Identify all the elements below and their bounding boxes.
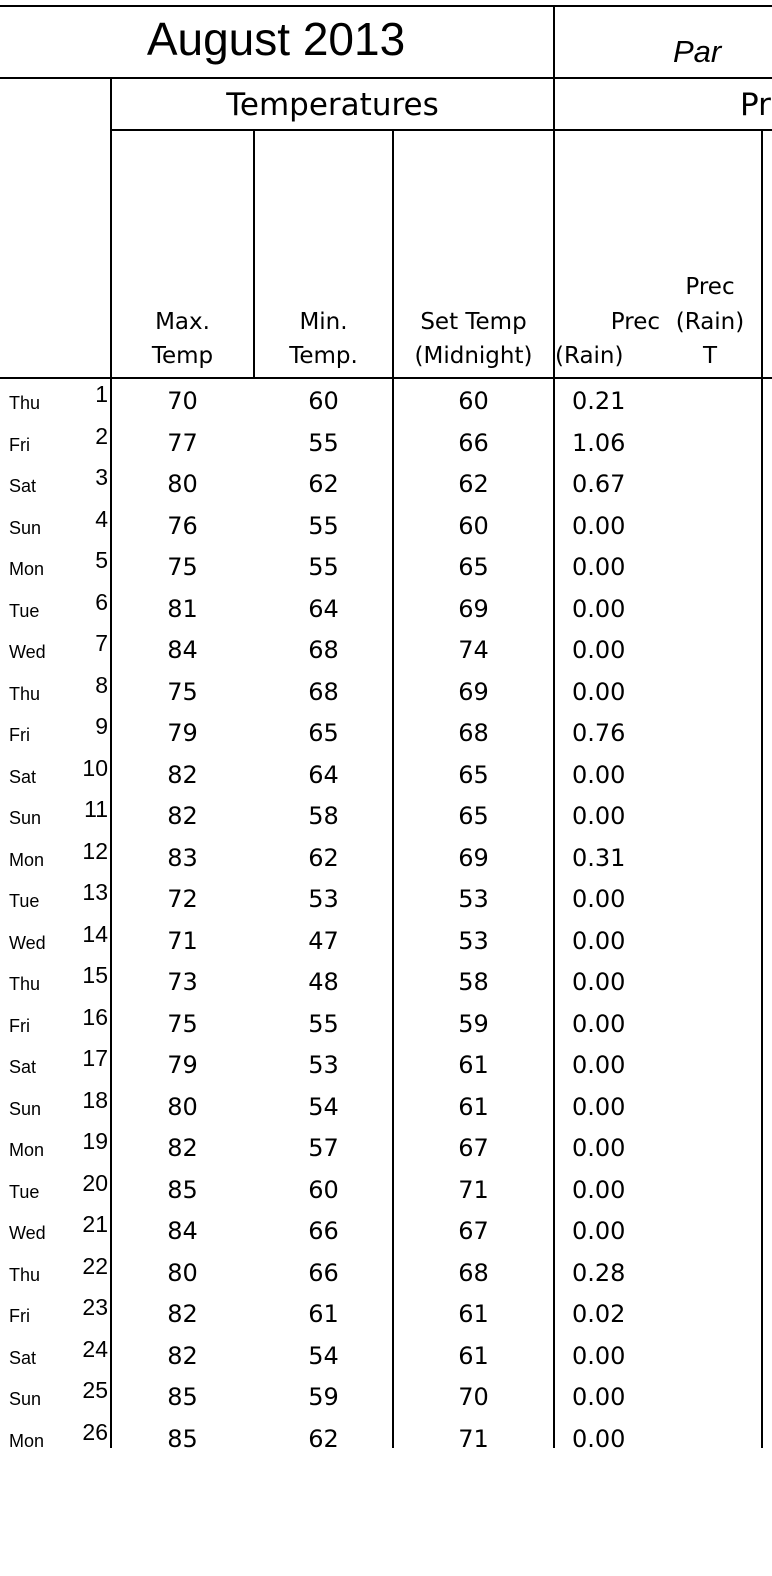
cell-set-temp: 60 [458, 387, 489, 415]
cell-day-number: 9 [95, 713, 108, 739]
table-row [0, 960, 772, 1002]
cell-min-temp: 55 [308, 553, 339, 581]
cell-weekday: Tue [9, 600, 40, 621]
cell-weekday: Sat [9, 476, 37, 496]
cell-day-number: 4 [95, 505, 108, 532]
cell-set-temp: 70 [458, 1383, 489, 1411]
cell-set-temp: 53 [458, 926, 489, 955]
table-row [0, 1126, 772, 1168]
cell-day-number: 1 [95, 381, 108, 407]
table-row [0, 587, 772, 629]
cell-max-temp: 85 [167, 1175, 198, 1204]
table-row [0, 1209, 772, 1251]
cell-min-temp: 58 [308, 802, 339, 830]
cell-day-number: 3 [95, 464, 108, 490]
cell-prec-rain: 0.67 [572, 470, 626, 498]
cell-min-temp: 47 [308, 926, 339, 955]
cell-max-temp: 75 [167, 677, 198, 706]
cell-min-temp: 66 [308, 1217, 339, 1245]
cell-day-number: 13 [82, 879, 108, 905]
col-header-max-temp-line1: Max. [155, 309, 210, 335]
col-header-min-temp-line2: Temp. [289, 343, 358, 369]
cell-weekday: Mon [9, 559, 45, 579]
table-row [0, 919, 772, 961]
cell-day-number: 18 [82, 1086, 108, 1113]
cell-set-temp: 68 [458, 719, 489, 747]
cell-day-number: 12 [82, 837, 108, 864]
cell-set-temp: 65 [458, 802, 489, 830]
cell-max-temp: 70 [167, 387, 198, 415]
cell-prec-rain: 0.31 [572, 843, 626, 872]
cell-prec-rain: 0.00 [572, 1134, 626, 1162]
cell-day-number: 16 [82, 1003, 108, 1030]
cell-weekday: Sun [9, 808, 42, 828]
cell-max-temp: 84 [167, 636, 198, 664]
cell-weekday: Thu [9, 1264, 41, 1285]
cell-day-number: 14 [82, 920, 108, 947]
cell-prec-rain: 0.00 [572, 553, 626, 581]
cell-weekday: Sun [9, 517, 42, 538]
cell-max-temp: 75 [167, 1009, 198, 1038]
cell-min-temp: 60 [308, 387, 339, 415]
cell-set-temp: 61 [458, 1341, 489, 1370]
table-row [0, 711, 772, 753]
table-row [0, 545, 772, 587]
cell-weekday: Wed [9, 642, 46, 662]
col-header-prec-rain-t-line3: T [702, 343, 718, 369]
cell-min-temp: 68 [308, 636, 339, 664]
cell-weekday: Mon [9, 1140, 45, 1160]
cell-prec-rain: 0.02 [572, 1300, 626, 1328]
table-row [0, 504, 772, 546]
cell-min-temp: 60 [308, 1175, 339, 1204]
cell-prec-rain: 0.00 [572, 968, 626, 996]
cell-day-number: 2 [95, 422, 108, 449]
cell-prec-rain: 0.00 [572, 677, 626, 706]
cell-set-temp: 69 [458, 843, 489, 872]
cell-weekday: Sun [9, 1389, 42, 1409]
cell-prec-rain: 0.00 [572, 594, 626, 623]
cell-set-temp: 68 [458, 1258, 489, 1287]
col-header-set-temp-line2: (Midnight) [414, 343, 533, 369]
cell-prec-rain: 0.00 [572, 1051, 626, 1079]
cell-prec-rain: 0.00 [572, 1092, 626, 1121]
cell-max-temp: 76 [167, 511, 198, 540]
page-title: August 2013 [146, 13, 406, 65]
col-header-prec-rain-line1: Prec [610, 309, 660, 335]
cell-set-temp: 58 [458, 968, 489, 996]
cell-min-temp: 57 [308, 1134, 339, 1162]
cell-set-temp: 61 [458, 1300, 489, 1328]
cell-set-temp: 61 [458, 1051, 489, 1079]
cell-prec-rain: 0.00 [572, 926, 626, 955]
table-row [0, 1417, 772, 1459]
cell-min-temp: 66 [308, 1258, 339, 1287]
cell-set-temp: 60 [458, 511, 489, 540]
cell-max-temp: 83 [167, 843, 198, 872]
cell-prec-rain: 0.00 [572, 802, 626, 830]
cell-day-number: 19 [82, 1128, 108, 1154]
cell-max-temp: 72 [167, 885, 198, 913]
cell-day-number: 23 [82, 1294, 108, 1320]
cell-day-number: 22 [82, 1252, 108, 1279]
cell-max-temp: 82 [167, 1341, 198, 1370]
cell-max-temp: 84 [167, 1217, 198, 1245]
cell-set-temp: 67 [458, 1217, 489, 1245]
cell-max-temp: 82 [167, 1134, 198, 1162]
cell-day-number: 11 [84, 796, 108, 822]
table-row [0, 670, 772, 712]
col-divider-min [392, 129, 394, 377]
cell-min-temp: 62 [308, 1424, 339, 1453]
table-row [0, 379, 772, 421]
cell-min-temp: 64 [308, 760, 339, 789]
cell-min-temp: 61 [308, 1300, 339, 1328]
cell-set-temp: 71 [458, 1175, 489, 1204]
cell-max-temp: 82 [167, 1300, 198, 1328]
cell-max-temp: 85 [167, 1424, 198, 1453]
cell-set-temp: 59 [458, 1009, 489, 1038]
col-header-prec-rain-line2: (Rain) [555, 343, 624, 369]
cell-weekday: Sat [9, 1347, 37, 1368]
table-row [0, 462, 772, 504]
cell-max-temp: 71 [167, 926, 198, 955]
table-row [0, 1168, 772, 1210]
table-row [0, 1251, 772, 1293]
cell-max-temp: 73 [167, 968, 198, 996]
cell-weekday: Fri [9, 725, 30, 745]
cell-prec-rain: 0.00 [572, 760, 626, 789]
cell-set-temp: 71 [458, 1424, 489, 1453]
cell-max-temp: 79 [167, 719, 198, 747]
cell-min-temp: 55 [308, 1009, 339, 1038]
cell-prec-rain: 0.00 [572, 1009, 626, 1038]
cell-prec-rain: 0.00 [572, 885, 626, 913]
station-name-partial: Par [673, 34, 722, 69]
cell-weekday: Fri [9, 434, 30, 455]
cell-min-temp: 54 [308, 1341, 339, 1370]
cell-weekday: Thu [9, 683, 41, 704]
cell-weekday: Thu [9, 974, 41, 994]
cell-set-temp: 66 [458, 428, 489, 457]
cell-max-temp: 82 [167, 802, 198, 830]
cell-prec-rain: 0.00 [572, 511, 626, 540]
cell-weekday: Mon [9, 849, 45, 870]
table-row [0, 1002, 772, 1044]
cell-weekday: Tue [9, 891, 40, 911]
cell-prec-rain: 0.00 [572, 1175, 626, 1204]
cell-prec-rain: 0.00 [572, 636, 626, 664]
cell-prec-rain: 1.06 [572, 428, 626, 457]
cell-day-number: 25 [82, 1377, 108, 1403]
cell-set-temp: 61 [458, 1092, 489, 1121]
cell-set-temp: 53 [458, 885, 489, 913]
cell-max-temp: 85 [167, 1383, 198, 1411]
table-row [0, 836, 772, 878]
rule-title-bottom [0, 77, 772, 79]
cell-set-temp: 65 [458, 553, 489, 581]
cell-prec-rain: 0.00 [572, 1424, 626, 1453]
cell-prec-rain: 0.00 [572, 1341, 626, 1370]
cell-day-number: 6 [95, 588, 108, 615]
col-header-set-temp-line1: Set Temp [420, 309, 527, 335]
cell-max-temp: 79 [167, 1051, 198, 1079]
cell-min-temp: 54 [308, 1092, 339, 1121]
cell-min-temp: 53 [308, 1051, 339, 1079]
cell-prec-rain: 0.00 [572, 1383, 626, 1411]
table-row [0, 1085, 772, 1127]
cell-weekday: Fri [9, 1306, 30, 1326]
cell-max-temp: 77 [167, 428, 198, 457]
cell-set-temp: 69 [458, 677, 489, 706]
cell-day-number: 15 [82, 962, 108, 988]
group-temperatures: Temperatures [226, 87, 439, 123]
cell-day-number: 17 [82, 1045, 108, 1071]
cell-weekday: Sat [9, 766, 37, 787]
cell-set-temp: 69 [458, 594, 489, 623]
cell-min-temp: 62 [308, 470, 339, 498]
cell-set-temp: 62 [458, 470, 489, 498]
table-row [0, 753, 772, 795]
cell-day-number: 8 [95, 671, 108, 698]
cell-weekday: Wed [9, 932, 46, 953]
cell-max-temp: 80 [167, 1258, 198, 1287]
rule-group-bottom [112, 129, 772, 131]
cell-prec-rain: 0.21 [572, 387, 626, 415]
table-row [0, 794, 772, 836]
cell-min-temp: 48 [308, 968, 339, 996]
cell-max-temp: 75 [167, 553, 198, 581]
cell-min-temp: 65 [308, 719, 339, 747]
cell-prec-rain: 0.00 [572, 1217, 626, 1245]
cell-weekday: Sat [9, 1057, 37, 1077]
cell-max-temp: 81 [167, 594, 198, 623]
cell-weekday: Wed [9, 1223, 46, 1243]
cell-day-number: 24 [82, 1335, 108, 1362]
cell-max-temp: 82 [167, 760, 198, 789]
cell-day-number: 7 [95, 630, 108, 656]
cell-min-temp: 59 [308, 1383, 339, 1411]
cell-min-temp: 55 [308, 511, 339, 540]
cell-min-temp: 64 [308, 594, 339, 623]
cell-min-temp: 55 [308, 428, 339, 457]
col-header-min-temp-line1: Min. [299, 309, 348, 335]
cell-prec-rain: 0.76 [572, 719, 626, 747]
table-row [0, 877, 772, 919]
col-header-max-temp-line2: Temp [151, 343, 214, 369]
rule-top [0, 5, 772, 7]
col-header-prec-rain-t-line1: Prec [685, 274, 735, 300]
cell-day-number: 21 [82, 1211, 108, 1237]
cell-day-number: 20 [82, 1169, 108, 1196]
col-divider-max [253, 129, 255, 377]
cell-min-temp: 68 [308, 677, 339, 706]
cell-min-temp: 62 [308, 843, 339, 872]
cell-prec-rain: 0.28 [572, 1258, 626, 1287]
group-precipitation-partial: Pr [740, 87, 771, 123]
cell-weekday: Thu [9, 393, 41, 413]
cell-max-temp: 80 [167, 1092, 198, 1121]
col-header-prec-rain-t-line2: (Rain) [675, 309, 745, 335]
cell-weekday: Fri [9, 1015, 30, 1036]
cell-day-number: 26 [82, 1418, 108, 1445]
cell-set-temp: 74 [458, 636, 489, 664]
cell-day-number: 5 [95, 547, 108, 573]
table-row [0, 421, 772, 463]
cell-weekday: Sun [9, 1098, 42, 1119]
cell-set-temp: 67 [458, 1134, 489, 1162]
table-row [0, 1334, 772, 1376]
cell-set-temp: 65 [458, 760, 489, 789]
cell-min-temp: 53 [308, 885, 339, 913]
table-row [0, 1292, 772, 1334]
cell-weekday: Tue [9, 1181, 40, 1202]
cell-day-number: 10 [82, 754, 108, 781]
table-row [0, 1375, 772, 1417]
table-row [0, 628, 772, 670]
cell-max-temp: 80 [167, 470, 198, 498]
table-row [0, 1043, 772, 1085]
cell-weekday: Mon [9, 1430, 45, 1451]
